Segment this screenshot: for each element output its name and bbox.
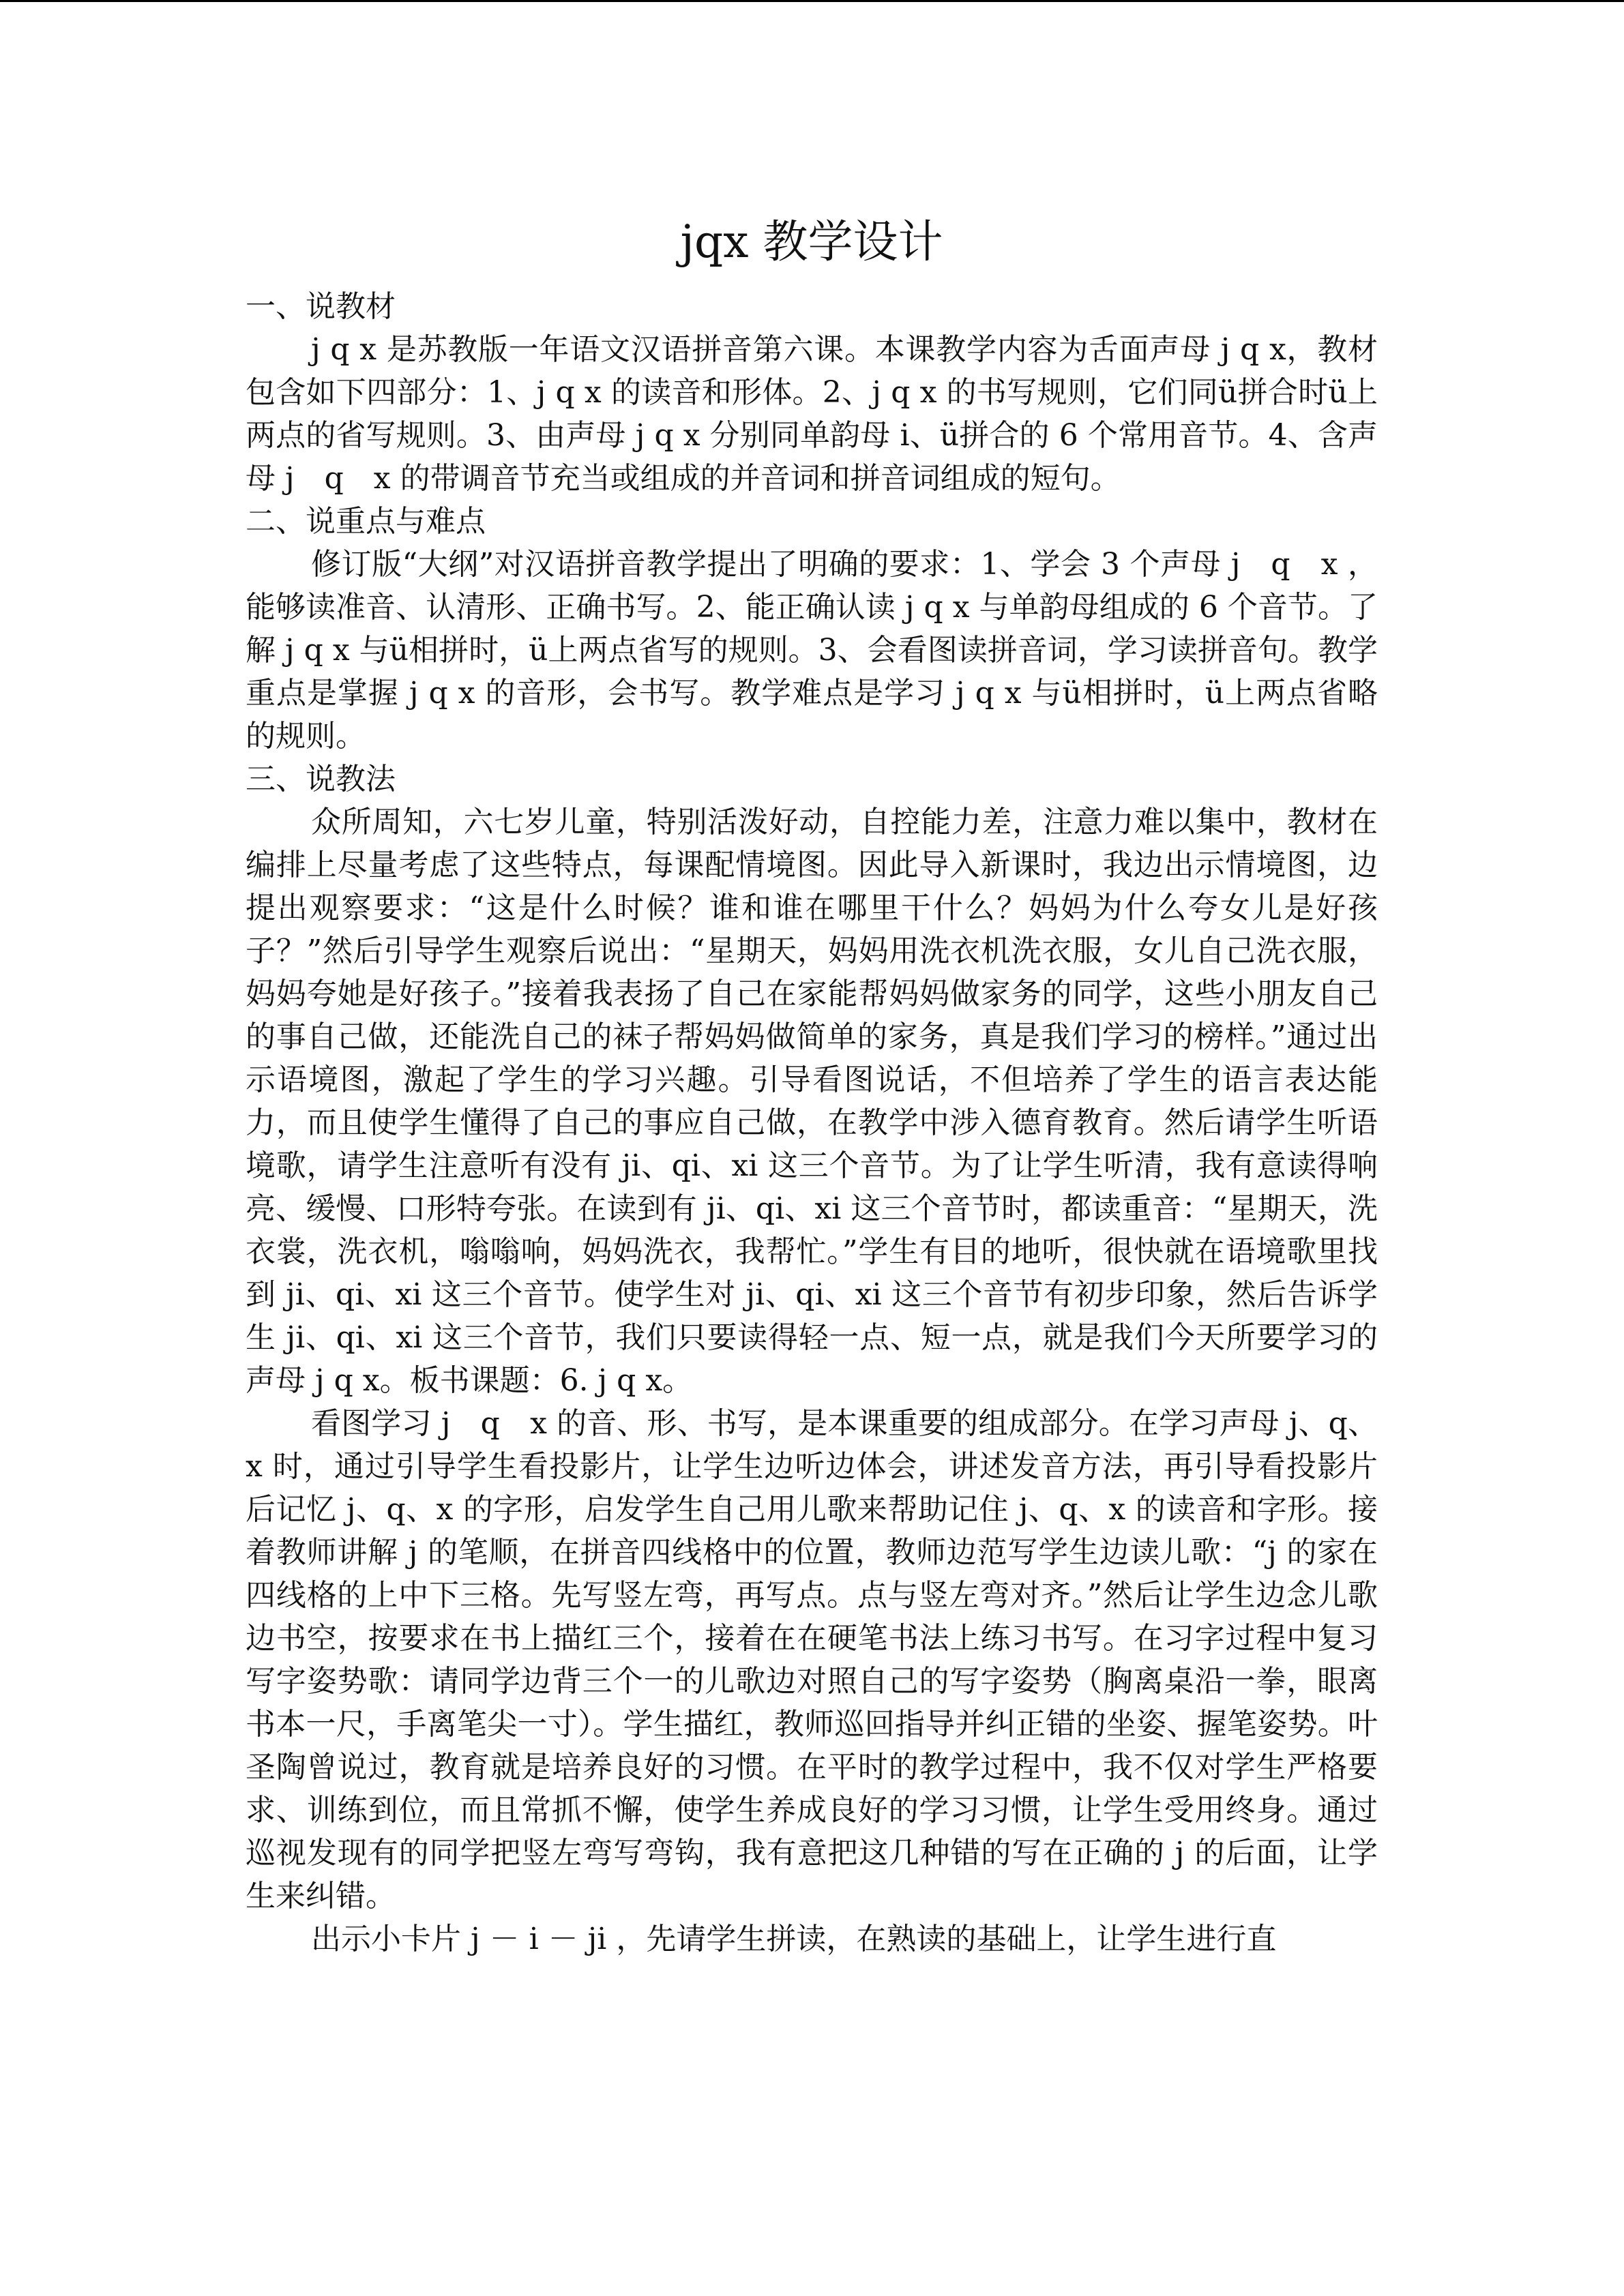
paragraph: 众所周知，六七岁儿童，特别活泼好动，自控能力差，注意力难以集中，教材在编排上尽量考虑了这些特点，每课配情境图。因此导入新课时，我边出示情境图，边提出观察要求：“这是什么时候？谁和谁在哪里干什么？妈妈为什么夸女儿是好孩子？”然后引导学生观察后说出：“星期天，妈妈用洗衣机洗衣服，女儿自己洗衣服，妈妈夸她是好孩子。”接着我表扬了自己在家能帮妈妈做家务的同学，这些小朋友自己的事自己做，还能洗自己的袜子帮妈妈做简单的家务，真是我们学习的榜样。”通过出示语境图，激起了学生的学习兴趣。引导看图说话，不但培养了学生的语言表达能力，而且使学生懂得了自己的事应自己做，在教学中涉入德育教育。然后请学生听语境歌，请学生注意听有没有 ji、qi、xi 这三个音节。为了让学生听清，我有意读得响亮、缓慢、口形特夸张。在读到有 ji、qi、xi 这三个音节时，都读重音：“星期天，洗衣裳，洗衣机，嗡嗡响，妈妈洗衣，我帮忙。”学生有目的地听，很快就在语境歌里找到 ji、qi、xi 这三个音节。使学生对 ji、qi、xi 这三个音节有初步印象，然后告诉学生 ji、qi、xi 这三个音节，我们只要读得轻一点、短一点，就是我们今天所要学习的声母 j q x。板书课题：6. j q x。 — [246, 805, 1378, 1398]
paragraph: 看图学习 j q x 的音、形、书写，是本课重要的组成部分。在学习声母 j、q、x 时，通过引导学生看投影片，让学生边听边体会，讲述发音方法，再引导看投影片后记忆 j、q、x 的字形，启发学生自己用儿歌来帮助记住 j、q、x 的读音和字形。接着教师讲解 j 的笔顺，在拼音四线格中的位置，教师边范写学生边读儿歌：“j 的家在四线格的上中下三格。先写竖左弯，再写点。点与竖左弯对齐。”然后让学生边念儿歌边书空，按要求在书上描红三个，接着在在硬笔书法上练习书写。在习字过程中复习写字姿势歌：请同学边背三个一的儿歌边对照自己的写字姿势（胸离桌沿一拳，眼离书本一尺，手离笔尖一寸）。学生描红，教师巡回指导并纠正错的坐姿、握笔姿势。叶圣陶曾说过，教育就是培养良好的习惯。在平时的教学过程中，我不仅对学生严格要求、训练到位，而且常抓不懈，使学生养成良好的学习习惯，让学生受用终身。通过巡视发现有的同学把竖左弯写弯钩，我有意把这几种错的写在正确的 j 的后面，让学生来纠错。 — [246, 1406, 1378, 1913]
section-heading: 一、说教材 — [246, 289, 396, 324]
section-key-points — [246, 500, 1378, 758]
paragraph: 修订版“大纲”对汉语拼音教学提出了明确的要求：1、学会 3 个声母 j q x ，能够读准音、认清形、正确书写。2、能正确认读 j q x 与单韵母组成的 6 个音节。了解 j q x 与ü相拼时，ü上两点省写的规则。3、会看图读拼音词，学习读拼音句。教学重点是掌握 j q x 的音形，会书写。教学难点是学习 j q x 与ü相拼时，ü上两点省略的规则。 — [246, 547, 1378, 754]
paragraph: 出示小卡片 j － i － ji ，先请学生拼读，在熟读的基础上，让学生进行直 — [311, 1922, 1277, 1956]
paragraph: j q x 是苏教版一年语文汉语拼音第六课。本课教学内容为舌面声母 j q x，教材包含如下四部分：1、j q x 的读音和形体。2、j q x 的书写规则，它们同ü拼合时ü上两点的省写规则。3、由声母 j q x 分别同单韵母 i、ü拼合的 6 个常用音节。4、含声母 j q x 的带调音节充当或组成的并音词和拼音词组成的短句。 — [246, 332, 1378, 496]
document-title: jqx 教学设计 — [680, 215, 943, 268]
document-body — [246, 205, 1378, 1960]
section-heading: 三、说教法 — [246, 762, 396, 796]
section-heading: 二、说重点与难点 — [246, 504, 486, 539]
section-teaching-method — [246, 758, 1378, 1960]
page-top-border — [0, 0, 1624, 2]
section-textbook — [246, 285, 1378, 500]
